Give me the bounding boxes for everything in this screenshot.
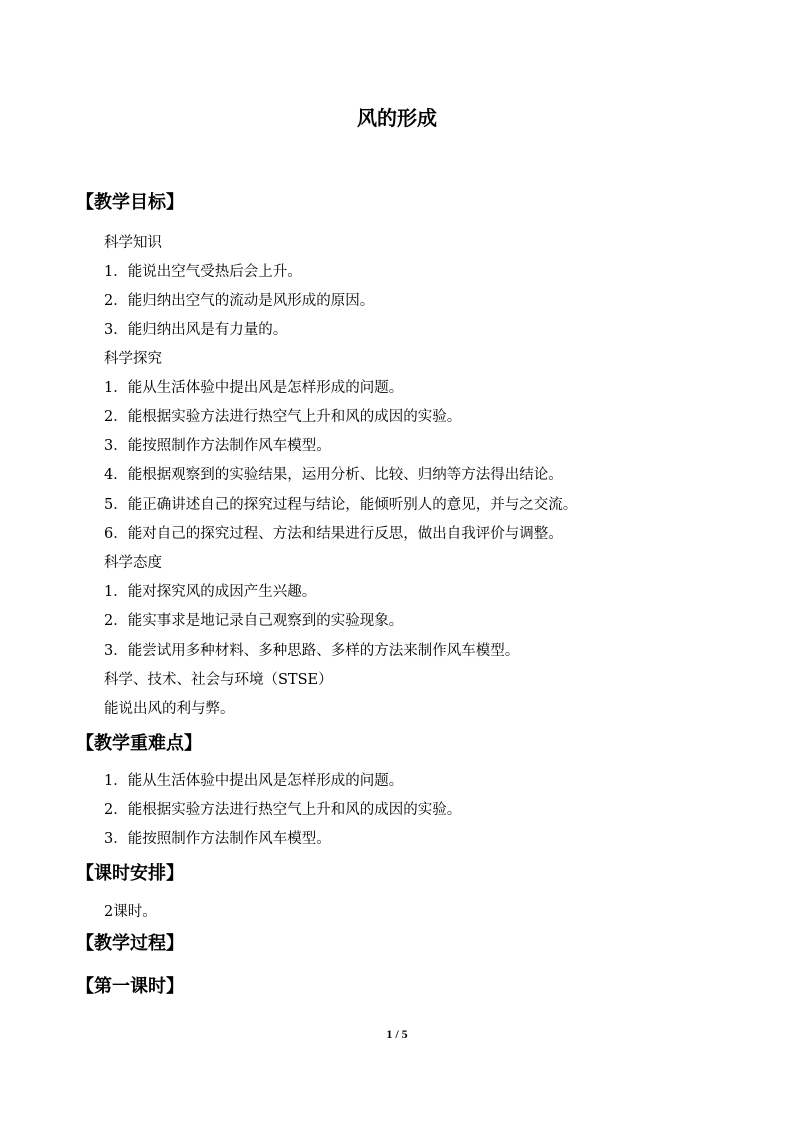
subheading-attitude: 科学态度 <box>104 555 162 571</box>
page-number: 1 / 5 <box>386 1027 408 1041</box>
list-item: 3．能按照制作方法制作风车模型。 <box>104 438 331 454</box>
list-item: 1．能从生活体验中提出风是怎样形成的问题。 <box>104 773 404 789</box>
list-item: 3．能归纳出风是有力量的。 <box>104 322 288 338</box>
section-heading-schedule: 【课时安排】 <box>76 863 184 884</box>
section-heading-objectives: 【教学目标】 <box>76 192 184 213</box>
list-item: 2．能归纳出空气的流动是风形成的原因。 <box>104 293 375 309</box>
list-item: 1．能对探究风的成因产生兴趣。 <box>104 584 317 600</box>
list-item: 3．能尝试用多种材料、多种思路、多样的方法来制作风车模型。 <box>104 643 520 659</box>
list-item: 2．能根据实验方法进行热空气上升和风的成因的实验。 <box>104 802 462 818</box>
subheading-knowledge: 科学知识 <box>104 235 162 251</box>
subheading-stse: 科学、技术、社会与环境（STSE） <box>104 672 333 688</box>
section-heading-first-lesson: 【第一课时】 <box>76 976 184 997</box>
list-item: 1．能说出空气受热后会上升。 <box>104 264 302 280</box>
document-title: 风的形成 <box>357 106 437 130</box>
stse-text: 能说出风的利与弊。 <box>104 701 235 717</box>
list-item: 6．能对自己的探究过程、方法和结果进行反思，做出自我评价与调整。 <box>104 526 563 542</box>
section-heading-process: 【教学过程】 <box>76 933 184 954</box>
list-item: 2．能实事求是地记录自己观察到的实验现象。 <box>104 613 404 629</box>
section-heading-key-points: 【教学重难点】 <box>76 733 202 754</box>
list-item: 3．能按照制作方法制作风车模型。 <box>104 831 331 847</box>
list-item: 4．能根据观察到的实验结果，运用分析、比较、归纳等方法得出结论。 <box>104 467 563 483</box>
list-item: 5．能正确讲述自己的探究过程与结论，能倾听别人的意见，并与之交流。 <box>104 497 578 513</box>
schedule-text: 2课时。 <box>104 904 157 920</box>
list-item: 1．能从生活体验中提出风是怎样形成的问题。 <box>104 380 404 396</box>
subheading-inquiry: 科学探究 <box>104 351 162 367</box>
list-item: 2．能根据实验方法进行热空气上升和风的成因的实验。 <box>104 409 462 425</box>
